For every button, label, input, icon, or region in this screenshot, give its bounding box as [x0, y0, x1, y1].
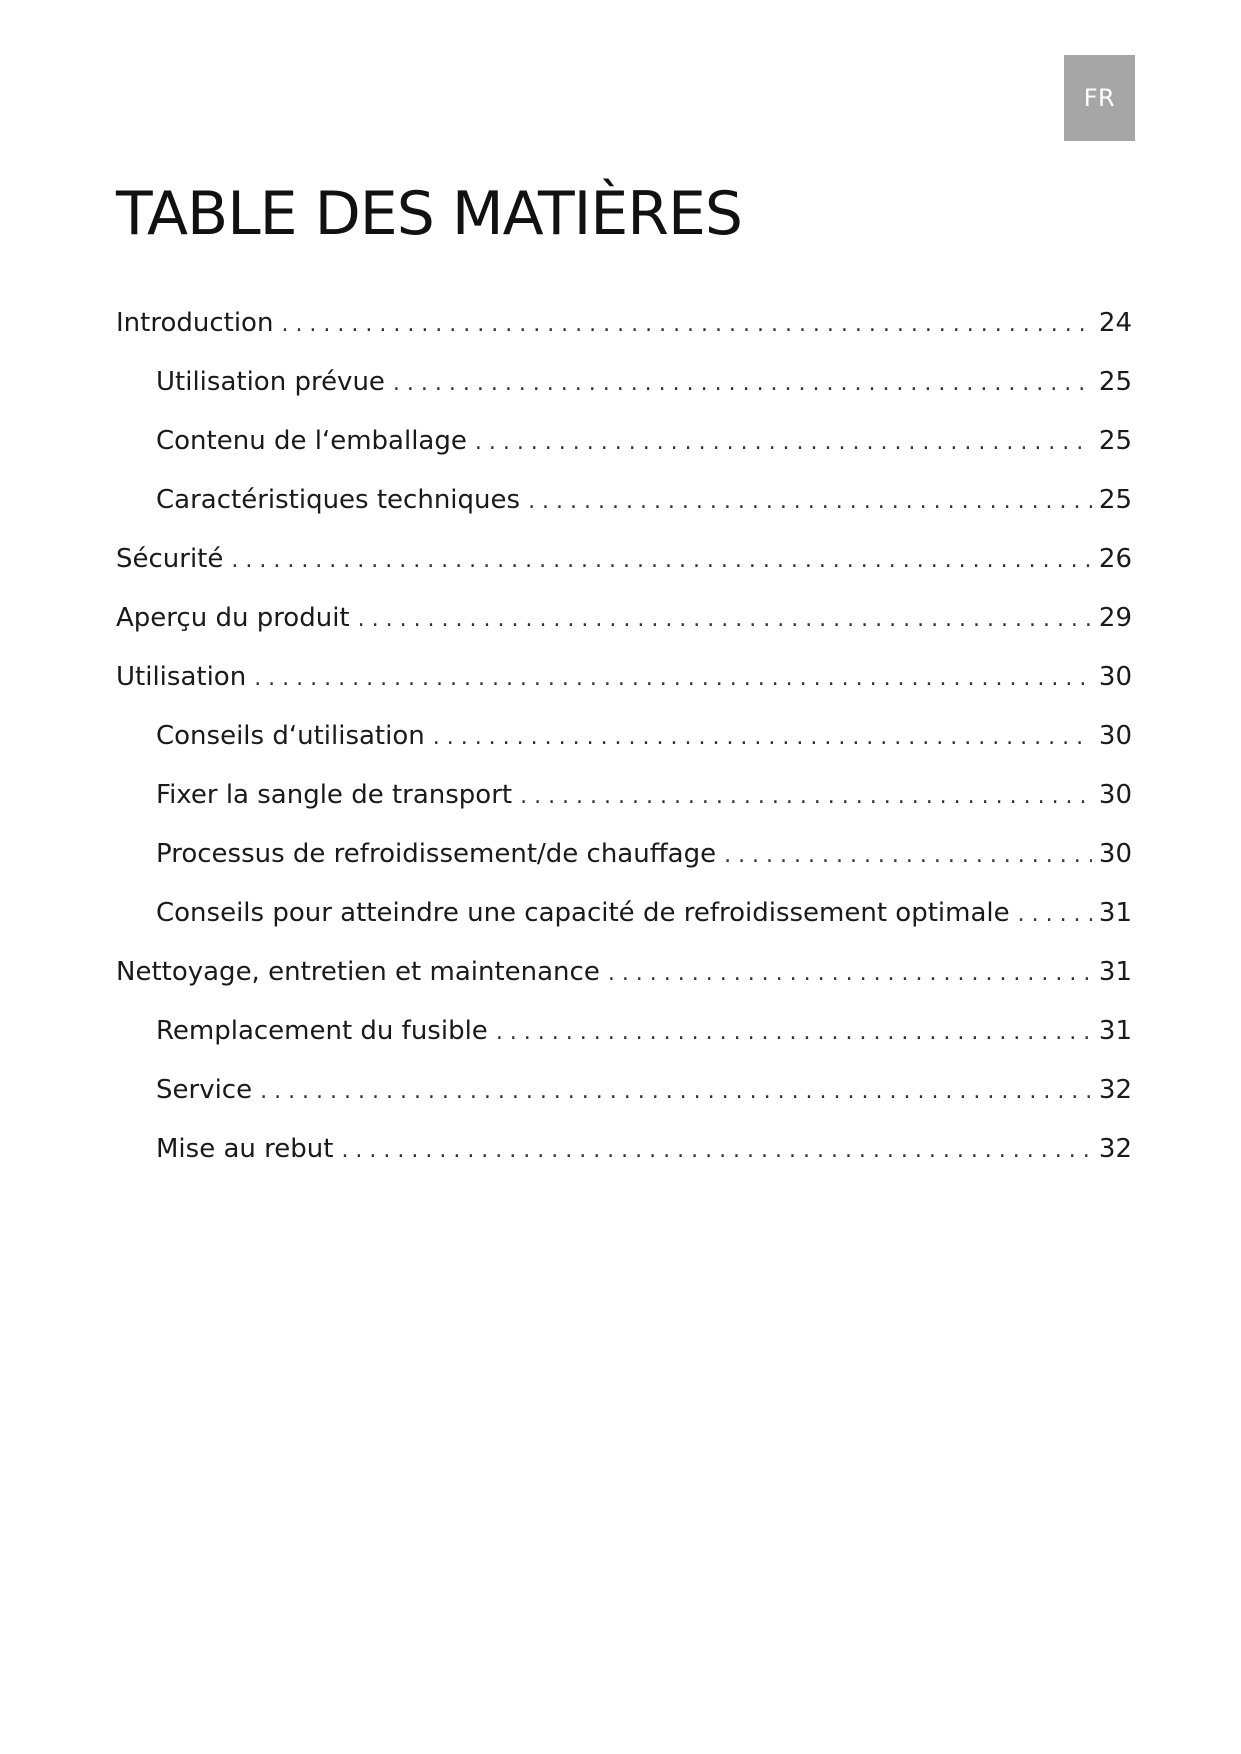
toc-entry-service[interactable] [116, 1065, 1132, 1124]
toc-dot-leader [608, 949, 1092, 999]
toc-entry-label: Fixer la sangle de transport [156, 780, 513, 810]
toc-entry-page: 24 [1098, 308, 1132, 338]
toc-entry-page: 25 [1098, 367, 1132, 397]
toc-dot-leader [231, 536, 1092, 586]
toc-entry-securite[interactable] [116, 534, 1132, 593]
toc-dot-leader [341, 1126, 1092, 1176]
toc-dot-leader [496, 1008, 1092, 1058]
toc-dot-leader [528, 477, 1092, 527]
toc-dot-leader [520, 772, 1092, 822]
toc-dot-leader [254, 654, 1092, 704]
toc-entry-page: 30 [1098, 662, 1132, 692]
toc-entry-page: 31 [1098, 957, 1132, 987]
toc-dot-leader [724, 831, 1092, 881]
toc-dot-leader [433, 713, 1092, 763]
toc-entry-label: Caractéristiques techniques [156, 485, 521, 515]
toc-dot-leader [260, 1067, 1092, 1117]
toc-entry-label: Sécurité [116, 544, 224, 574]
toc-entry-label: Conseils pour atteindre une capacité de refroidissement optimale [156, 898, 1010, 928]
toc-dot-leader [281, 300, 1092, 350]
toc-entry-label: Utilisation prévue [156, 367, 385, 397]
toc-entry-page: 30 [1098, 721, 1132, 751]
toc-entry-page: 31 [1098, 1016, 1132, 1046]
toc-entry-introduction[interactable] [116, 298, 1132, 357]
toc-entry-page: 32 [1098, 1134, 1132, 1164]
toc-entry-label: Utilisation [116, 662, 247, 692]
toc-entry-caracteristiques-techniques[interactable] [116, 475, 1132, 534]
toc-entry-contenu-emballage[interactable] [116, 416, 1132, 475]
toc-entry-refroidissement-chauffage[interactable] [116, 829, 1132, 888]
toc-dot-leader [393, 359, 1092, 409]
toc-entry-page: 32 [1098, 1075, 1132, 1105]
toc-entry-label: Aperçu du produit [116, 603, 350, 633]
toc-entry-label: Nettoyage, entretien et maintenance [116, 957, 600, 987]
toc-entry-page: 26 [1098, 544, 1132, 574]
toc-entry-label: Remplacement du fusible [156, 1016, 488, 1046]
toc-entry-nettoyage-entretien[interactable] [116, 947, 1132, 1006]
toc-dot-leader [1018, 890, 1092, 940]
toc-dot-leader [475, 418, 1092, 468]
toc-entry-utilisation-prevue[interactable] [116, 357, 1132, 416]
toc-entry-page: 29 [1098, 603, 1132, 633]
toc-entry-page: 30 [1098, 780, 1132, 810]
toc-entry-label: Processus de refroidissement/de chauffage [156, 839, 717, 869]
toc-entry-page: 31 [1098, 898, 1132, 928]
toc-entry-page: 30 [1098, 839, 1132, 869]
language-tab: FR [1064, 55, 1135, 141]
table-of-contents [116, 298, 1132, 1183]
toc-entry-capacite-refroidissement[interactable] [116, 888, 1132, 947]
toc-entry-label: Conseils d‘utilisation [156, 721, 425, 751]
toc-entry-conseils-utilisation[interactable] [116, 711, 1132, 770]
toc-entry-sangle-transport[interactable] [116, 770, 1132, 829]
page-title: TABLE DES MATIÈRES [116, 179, 742, 249]
toc-entry-page: 25 [1098, 485, 1132, 515]
toc-entry-page: 25 [1098, 426, 1132, 456]
toc-entry-label: Contenu de l‘emballage [156, 426, 467, 456]
toc-entry-mise-au-rebut[interactable] [116, 1124, 1132, 1183]
toc-entry-label: Introduction [116, 308, 274, 338]
toc-entry-label: Service [156, 1075, 253, 1105]
toc-entry-utilisation[interactable] [116, 652, 1132, 711]
toc-dot-leader [358, 595, 1092, 645]
toc-entry-label: Mise au rebut [156, 1134, 334, 1164]
toc-entry-remplacement-fusible[interactable] [116, 1006, 1132, 1065]
toc-entry-apercu-produit[interactable] [116, 593, 1132, 652]
